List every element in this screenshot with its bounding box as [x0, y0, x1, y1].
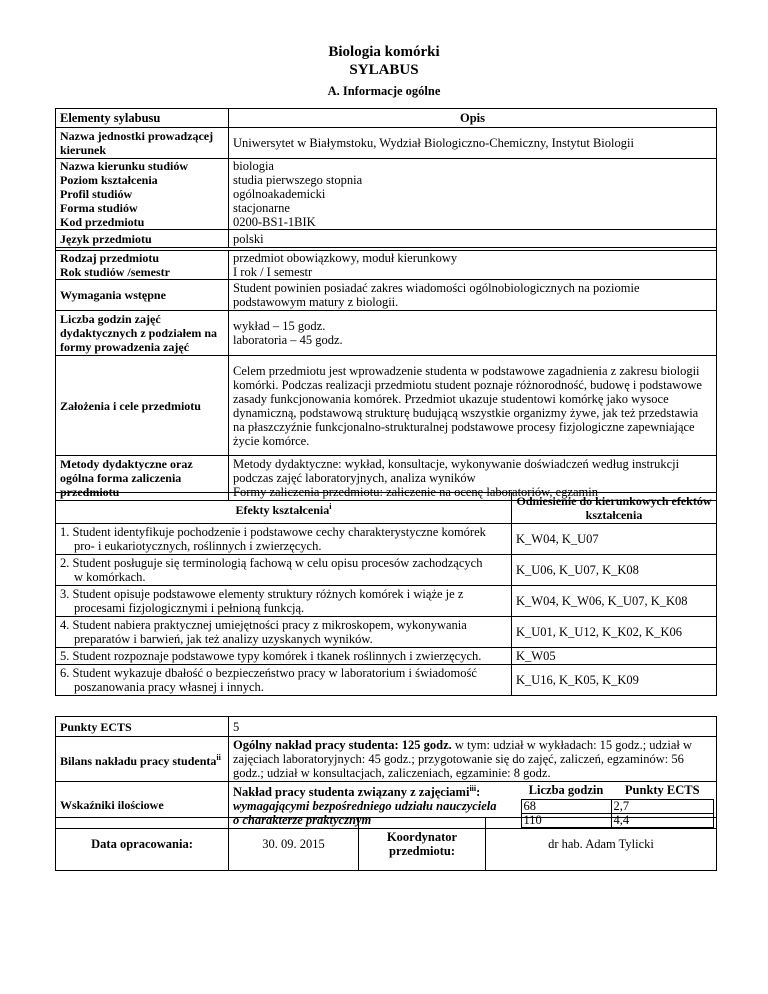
ects-value: 5 — [229, 717, 717, 737]
coordinator-value: dr hab. Adam Tylicki — [486, 818, 717, 871]
row-label: Wymagania wstępne — [56, 280, 229, 311]
effect-text: 1. Student identyfikuje pochodzenie i podstawowe cechy charakterystyczne komórek — [60, 525, 486, 539]
indicators-header — [231, 782, 521, 799]
effect-item — [56, 586, 512, 617]
effects-col-header — [56, 493, 512, 524]
row-value: biologia — [233, 159, 274, 173]
row-value: I rok / I semestr — [233, 265, 313, 279]
col-header-elements: Elementy sylabusu — [56, 109, 229, 128]
ects-label: Punkty ECTS — [56, 717, 229, 737]
row-label: Rok studiów /semestr — [60, 265, 170, 279]
date-label: Data opracowania: — [56, 818, 229, 871]
effect-item — [56, 648, 512, 665]
balance-label-text: Bilans nakładu pracy studenta — [60, 753, 217, 768]
date-value: 30. 09. 2015 — [229, 818, 359, 871]
row-label: Nazwa kierunku studiów — [60, 159, 189, 173]
row-value: Student powinien posiadać zakres wiadomości ogólnobiologicznych na poziomie podstawowym matury z biologii. — [229, 280, 717, 311]
row-value: stacjonarne — [233, 201, 290, 215]
points-header: Punkty ECTS — [624, 782, 700, 797]
effect-ref: K_W05 — [512, 648, 717, 665]
indicator-points: 2,7 — [611, 799, 714, 813]
row-value: 0200-BS1-1BIK — [233, 215, 316, 229]
effect-ref: K_W04, K_W06, K_U07, K_K08 — [512, 586, 717, 617]
hours-lab: laboratoria – 45 godz. — [233, 333, 343, 347]
hours-lecture: wykład – 15 godz. — [233, 319, 326, 333]
footnote-marker: ii — [216, 752, 221, 762]
row-value: przedmiot obowiązkowy, moduł kierunkowy — [233, 251, 458, 265]
effect-text: 4. Student nabiera praktycznej umiejętności pracy z mikroskopem, wykonywania — [60, 618, 467, 632]
footnote-marker: i — [329, 501, 332, 511]
effect-item — [56, 524, 512, 555]
balance-value — [229, 737, 717, 782]
row-label: Metody dydaktyczne oraz ogólna forma zaliczenia przedmiotu — [56, 456, 229, 501]
methods-text: Metody dydaktyczne: wykład, konsultacje, wykonywanie doświadczeń według instrukcji podczas zajęć laboratoryjnych, analiza wyników — [233, 457, 680, 485]
row-label: Liczba godzin zajęć dydaktycznych z podziałem na formy prowadzenia zajęć — [56, 311, 229, 356]
effect-text: 3. Student opisuje podstawowe elementy struktury różnych komórek i wiąże je z — [60, 587, 464, 601]
indicator-hours: 110 — [521, 813, 611, 827]
row-labels-block — [56, 251, 229, 280]
row-label: Profil studiów — [60, 187, 133, 201]
effect-text-cont: pro- i eukariotycznych, roślinnych i zwierzęcych. — [74, 539, 322, 553]
section-heading: A. Informacje ogólne — [327, 84, 441, 98]
effect-ref: K_U16, K_K05, K_K09 — [512, 665, 717, 696]
colon: : — [476, 785, 481, 800]
balance-total: Ogólny nakład pracy studenta: 125 godz. — [233, 738, 452, 752]
ref-col-header: Odniesienie do kierunkowych efektów kształcenia — [512, 493, 717, 524]
effect-text-cont: preparatów i barwień, jak też analizy uzyskanych wyników. — [74, 632, 373, 646]
row-label: Forma studiów — [60, 201, 138, 215]
row-value: studia pierwszego stopnia — [233, 173, 363, 187]
general-info-table — [55, 108, 717, 501]
footer-table — [55, 817, 717, 871]
effect-text: 5. Student rozpoznaje podstawowe typy komórek i tkanek roślinnych i zwierzęcych. — [60, 649, 482, 663]
indicator-points: 4,4 — [611, 813, 714, 827]
footnote-marker: iii — [469, 784, 477, 793]
indicator-hours: 68 — [521, 799, 611, 813]
effect-ref: K_W04, K_U07 — [512, 524, 717, 555]
effects-header-text: Efekty kształcenia — [235, 502, 330, 517]
indicators-header-text: Nakład pracy studenta związany z zajęciami — [233, 785, 470, 800]
ects-table — [55, 716, 717, 829]
row-label: Język przedmiotu — [56, 230, 229, 248]
row-value: Celem przedmiotu jest wprowadzenie studenta w podstawowe zagadnienia z zakresu biologii komórki. Podczas realizacji przedmiotu student poznaje różnorodność, budowę i podstawowe zasady funkcjonowania komórek. Przedmiot ukazuje studentowi komórkę jako wysoce dynamiczną, podstawową strukturę budującą wszystkie organizmy żywe, jak też przedstawia na płaszczyźnie funkcjonalno-strukturalnej podstawowe procesy fizjologiczne zapewniające życie komórce. — [229, 356, 717, 456]
effect-text: 2. Student posługuje się terminologią fachową w celu opisu procesów zachodzących — [60, 556, 483, 570]
col-header-desc: Opis — [229, 109, 717, 128]
coordinator-label: Koordynator przedmiotu: — [359, 818, 486, 871]
effect-text-cont: procesami fizjologicznymi i pełnioną funkcją. — [74, 601, 305, 615]
effect-ref: K_U06, K_U07, K_K08 — [512, 555, 717, 586]
effect-item — [56, 555, 512, 586]
document-subtitle: SYLABUS — [349, 62, 419, 78]
assessment-text: Formy zaliczenia przedmiotu: zaliczenie na ocenę laboratoriów, egzamin — [233, 485, 598, 499]
row-value: ogólnoakademicki — [233, 187, 326, 201]
balance-label — [56, 737, 229, 782]
indicator-label: o charakterze praktycznym — [233, 812, 372, 827]
row-value: polski — [229, 230, 717, 248]
balance-breakdown: w tym: udział w wykładach: 15 godz.; udział w zajęciach laboratoryjnych: 45 godz.; przygotowanie się do zajęć, zaliczeń, egzaminów: 56 godz.; udział w konsultacjach, zaliczeniach, egzaminie: 8 godz. — [233, 738, 693, 780]
row-label: Rodzaj przedmiotu — [60, 251, 159, 265]
effect-text-cont: poszanowania pracy własnej i innych. — [74, 680, 264, 694]
effect-item — [56, 617, 512, 648]
hours-header: Liczba godzin — [528, 782, 604, 797]
indicators-label: Wskaźniki ilościowe — [56, 782, 229, 829]
row-values-block — [229, 251, 717, 280]
row-labels-block — [56, 159, 229, 230]
row-label: Założenia i cele przedmiotu — [56, 356, 229, 456]
document-title: Biologia komórki — [328, 44, 440, 60]
effect-item — [56, 665, 512, 696]
indicator-label: wymagającymi bezpośredniego udziału nauczyciela — [233, 798, 497, 813]
effect-ref: K_U01, K_U12, K_K02, K_K06 — [512, 617, 717, 648]
row-value: Uniwersytet w Białymstoku, Wydział Biologiczno-Chemiczny, Instytut Biologii — [229, 128, 717, 159]
row-label: Kod przedmiotu — [60, 215, 145, 229]
effect-text: 6. Student wykazuje dbałość o bezpieczeństwo pracy w laboratorium i świadomość — [60, 666, 477, 680]
row-label: Nazwa jednostki prowadzącej kierunek — [56, 128, 229, 159]
effects-table — [55, 492, 717, 696]
row-value-hours — [229, 311, 717, 356]
effect-text-cont: w komórkach. — [74, 570, 146, 584]
row-label: Poziom kształcenia — [60, 173, 158, 187]
row-values-block — [229, 159, 717, 230]
